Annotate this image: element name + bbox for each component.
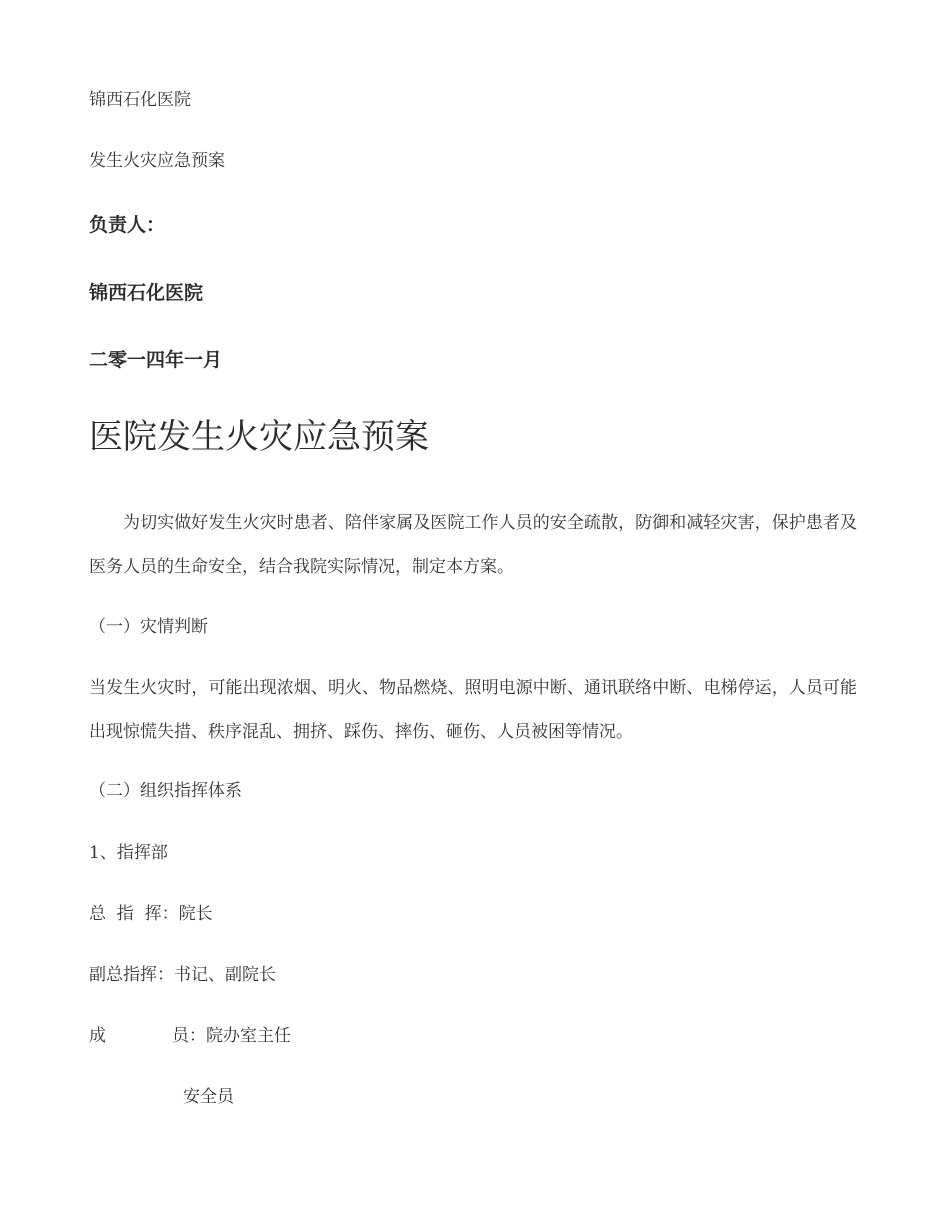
member-value-1: 院办室主任 [206,1026,291,1046]
commander-value: 院长 [178,904,213,924]
sub1-heading: 1、指挥部 [89,843,168,863]
member-label-right: 员： [172,1026,206,1046]
document-title: 医院发生火灾应急预案 [89,417,429,457]
member-label-left: 成 [89,1026,106,1046]
commander-label: 总 指 挥： [89,904,179,924]
cover-hospital-name: 锦西石化医院 [89,90,191,110]
member-value-2: 安全员 [183,1087,234,1107]
cover-responsible: 负责人： [89,214,166,236]
section1-paragraph: 当发生火灾时，可能出现浓烟、明火、物品燃烧、照明电源中断、通讯联络中断、电梯停运，人员可能出现惊慌失措、秩序混乱、拥挤、踩伤、摔伤、砸伤、人员被困等情况。 [89,678,857,742]
cover-date: 二零一四年一月 [89,349,223,371]
cover-org: 锦西石化医院 [89,282,204,304]
section2-heading: （二）组织指挥体系 [89,781,242,801]
cover-plan-name: 发生火灾应急预案 [89,151,225,171]
deputy-value: 书记、副院长 [174,965,276,985]
intro-paragraph: 为切实做好发生火灾时患者、陪伴家属及医院工作人员的安全疏散，防御和减轻灾害，保护患者及医务人员的生命安全，结合我院实际情况，制定本方案。 [89,513,857,577]
member-line [89,1024,291,1048]
commander-line [89,902,213,926]
section1-heading: （一）灾情判断 [89,617,208,637]
deputy-line [89,963,276,987]
deputy-label: 副总指挥： [89,965,174,985]
